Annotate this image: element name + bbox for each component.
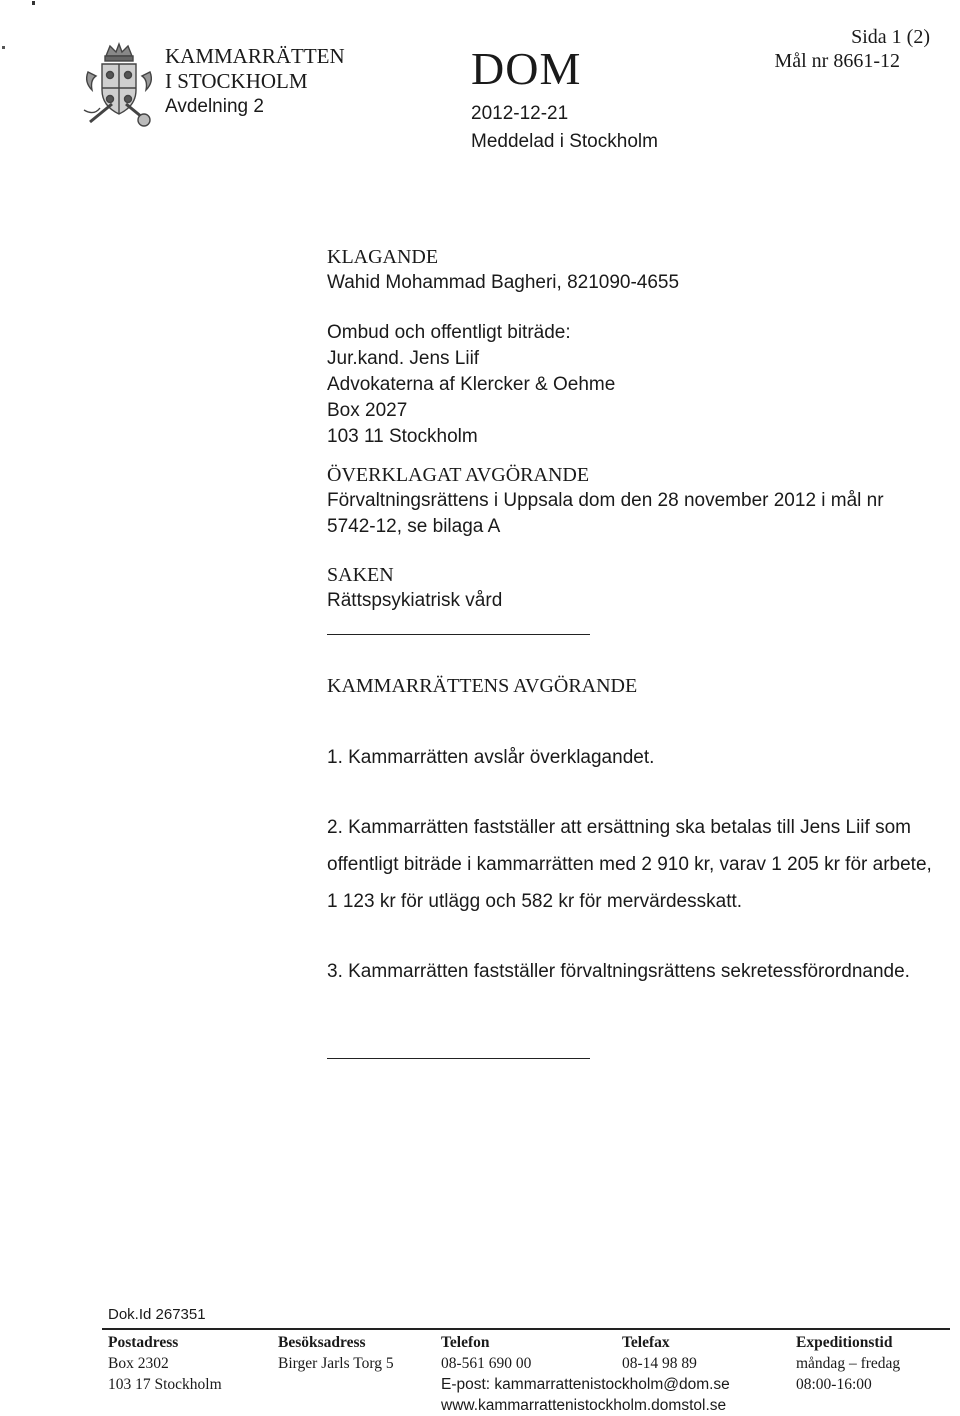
phone-heading: Telefon bbox=[441, 1334, 490, 1351]
visit-line1: Birger Jarls Torg 5 bbox=[278, 1355, 394, 1372]
counsel-box: Box 2027 bbox=[327, 400, 408, 421]
footer-hours bbox=[796, 1332, 900, 1395]
fax-heading: Telefax bbox=[622, 1334, 670, 1351]
postal-line2: 103 17 Stockholm bbox=[108, 1376, 222, 1393]
case-number: Mål nr 8661-12 bbox=[774, 50, 900, 72]
visit-heading: Besöksadress bbox=[278, 1334, 366, 1351]
department: Avdelning 2 bbox=[165, 96, 264, 117]
decision-item-3: 3. Kammarrätten fastställer förvaltningsrättens sekretessförordnande. bbox=[327, 961, 910, 982]
section-heading-matter: SAKEN bbox=[327, 564, 394, 586]
section-divider bbox=[327, 634, 590, 635]
court-crest-icon bbox=[80, 42, 158, 130]
section-divider-end bbox=[327, 1058, 590, 1059]
counsel-firm: Advokaterna af Klercker & Oehme bbox=[327, 374, 616, 395]
section-heading-klagande: KLAGANDE bbox=[327, 246, 439, 268]
decision-item-2-line1: 2. Kammarrätten fastställer att ersättning ska betalas till Jens Liif som bbox=[327, 817, 911, 838]
document-id: Dok.Id 267351 bbox=[108, 1306, 206, 1323]
footer-visit bbox=[278, 1332, 394, 1374]
decision-heading: KAMMARRÄTTENS AVGÖRANDE bbox=[327, 675, 638, 697]
hours-time: 08:00-16:00 bbox=[796, 1376, 872, 1393]
klagande-section bbox=[327, 244, 679, 296]
matter-section bbox=[327, 562, 502, 614]
document-type: DOM bbox=[471, 43, 582, 94]
document-date: 2012-12-21 bbox=[471, 103, 569, 124]
appealed-decision-section bbox=[327, 462, 884, 540]
postal-heading: Postadress bbox=[108, 1334, 179, 1351]
counsel-label: Ombud och offentligt biträde: bbox=[327, 322, 571, 343]
postal-line1: Box 2302 bbox=[108, 1355, 169, 1372]
court-name-line2: I STOCKHOLM bbox=[165, 69, 308, 93]
court-name bbox=[165, 44, 345, 119]
hours-heading: Expeditionstid bbox=[796, 1334, 893, 1351]
issued-location: Meddelad i Stockholm bbox=[471, 131, 658, 152]
fax-value: 08-14 98 89 bbox=[622, 1355, 697, 1372]
section-heading-appealed: ÖVERKLAGAT AVGÖRANDE bbox=[327, 464, 590, 486]
footer-website: www.kammarrattenistockholm.domstol.se bbox=[441, 1397, 727, 1414]
appealed-line2: 5742-12, se bilaga A bbox=[327, 516, 501, 537]
court-name-line1: KAMMARRÄTTEN bbox=[165, 44, 345, 68]
decision-item-2-line2: offentligt biträde i kammarrätten med 2 910 kr, varav 1 205 kr för arbete, bbox=[327, 854, 932, 875]
page-number: Sida 1 (2) bbox=[851, 26, 930, 48]
footer-postal bbox=[108, 1332, 222, 1395]
phone-value: 08-561 690 00 bbox=[441, 1355, 532, 1372]
decision-item-1: 1. Kammarrätten avslår överklagandet. bbox=[327, 747, 655, 768]
hours-days: måndag – fredag bbox=[796, 1355, 901, 1372]
footer-fax bbox=[622, 1332, 697, 1374]
counsel-block bbox=[327, 320, 615, 450]
scan-speck bbox=[2, 46, 5, 49]
appealed-line1: Förvaltningsrättens i Uppsala dom den 28 november 2012 i mål nr bbox=[327, 490, 884, 511]
footer-email: E-post: kammarrattenistockholm@dom.se bbox=[441, 1376, 730, 1393]
counsel-name: Jur.kand. Jens Liif bbox=[327, 348, 480, 369]
counsel-city: 103 11 Stockholm bbox=[327, 426, 478, 447]
appellant-name: Wahid Mohammad Bagheri, 821090-4655 bbox=[327, 272, 680, 293]
document-date-block bbox=[471, 100, 658, 156]
decision-item-2-line3: 1 123 kr för utlägg och 582 kr för mervärdesskatt. bbox=[327, 891, 743, 912]
matter-text: Rättspsykiatrisk vård bbox=[327, 590, 503, 611]
footer-divider bbox=[102, 1328, 950, 1330]
scan-speck bbox=[32, 1, 35, 5]
